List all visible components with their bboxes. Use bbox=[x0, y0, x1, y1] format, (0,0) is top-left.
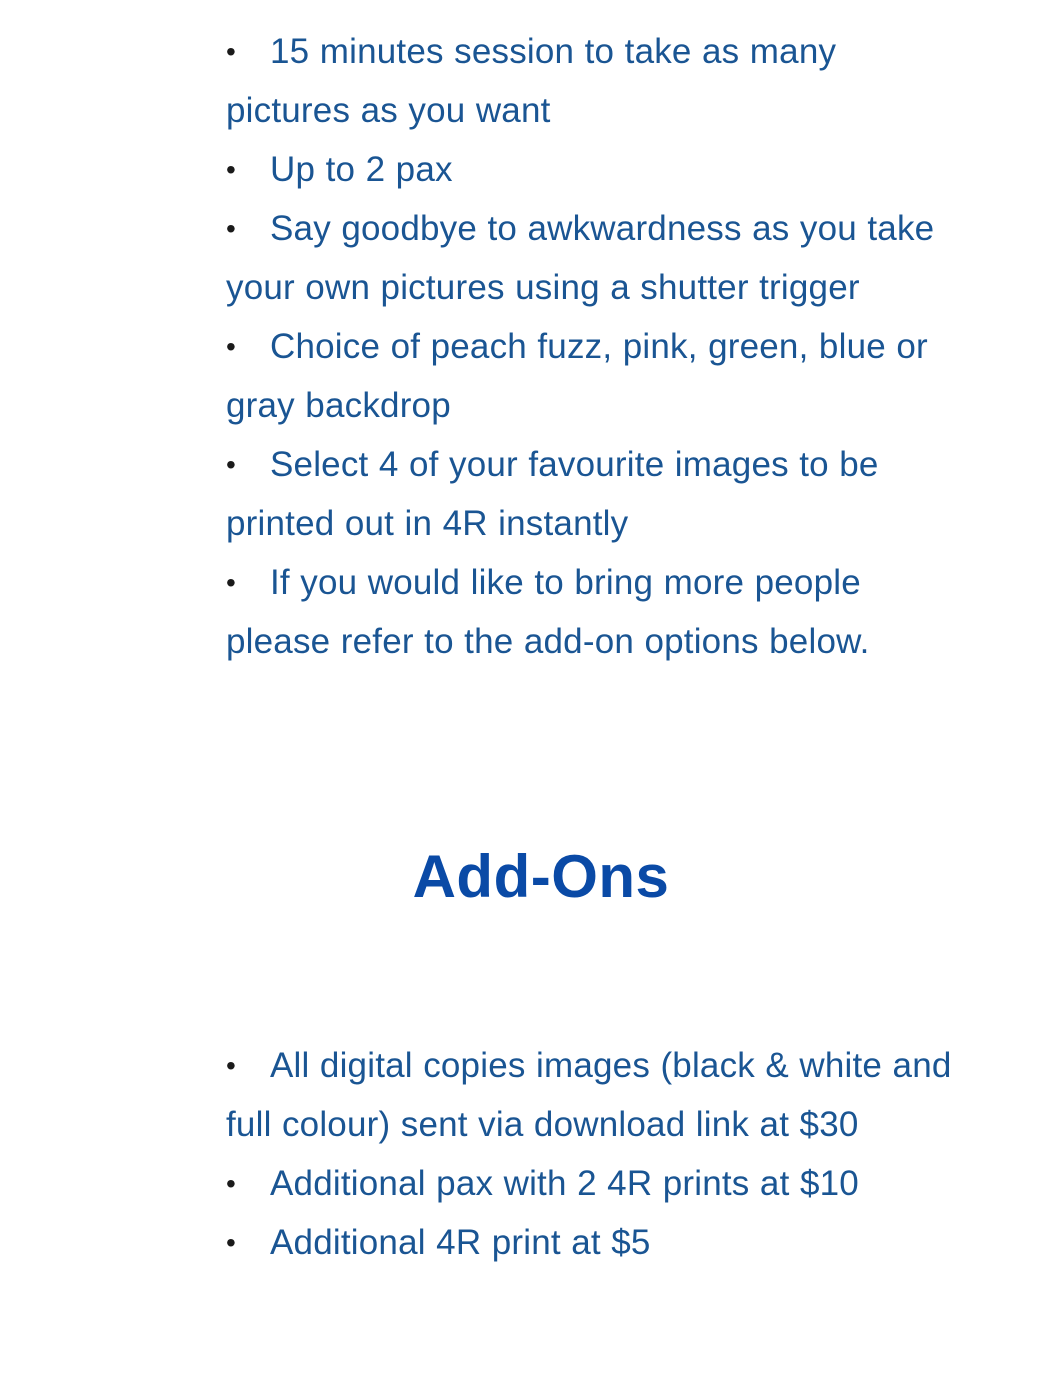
list-item bbox=[226, 317, 966, 435]
bullet-dot-icon: • bbox=[226, 154, 237, 185]
feature-text: Select 4 of your favourite images to be printed out in 4R instantly bbox=[226, 445, 879, 543]
list-item bbox=[226, 553, 966, 671]
list-item bbox=[226, 1154, 966, 1213]
bullet-dot-icon: • bbox=[226, 449, 237, 480]
feature-text: If you would like to bring more people please refer to the add-on options below. bbox=[226, 563, 870, 661]
feature-text: 15 minutes session to take as many pictures as you want bbox=[226, 32, 837, 130]
package-features-list bbox=[226, 22, 966, 671]
list-item bbox=[226, 1036, 966, 1154]
list-item bbox=[226, 1213, 966, 1272]
list-item bbox=[226, 435, 966, 553]
bullet-dot-icon: • bbox=[226, 213, 237, 244]
addons-list bbox=[226, 1036, 966, 1272]
bullet-dot-icon: • bbox=[226, 1227, 237, 1258]
bullet-dot-icon: • bbox=[226, 1050, 237, 1081]
feature-text: Up to 2 pax bbox=[270, 150, 453, 189]
addons-heading bbox=[0, 842, 1042, 912]
package-features-section bbox=[226, 22, 966, 671]
bullet-dot-icon: • bbox=[226, 567, 237, 598]
list-item bbox=[226, 199, 966, 317]
addons-section bbox=[226, 1036, 966, 1272]
list-item bbox=[226, 140, 966, 199]
list-item bbox=[226, 22, 966, 140]
addon-text: All digital copies images (black & white and full colour) sent via download link at $30 bbox=[226, 1046, 952, 1144]
feature-text: Choice of peach fuzz, pink, green, blue or gray backdrop bbox=[226, 327, 928, 425]
bullet-dot-icon: • bbox=[226, 1168, 237, 1199]
addons-heading-text: Add-Ons bbox=[412, 843, 670, 910]
feature-text: Say goodbye to awkwardness as you take your own pictures using a shutter trigger bbox=[226, 209, 935, 307]
bullet-dot-icon: • bbox=[226, 331, 237, 362]
addon-text: Additional pax with 2 4R prints at $10 bbox=[270, 1164, 859, 1203]
addon-text: Additional 4R print at $5 bbox=[270, 1223, 651, 1262]
bullet-dot-icon: • bbox=[226, 36, 237, 67]
